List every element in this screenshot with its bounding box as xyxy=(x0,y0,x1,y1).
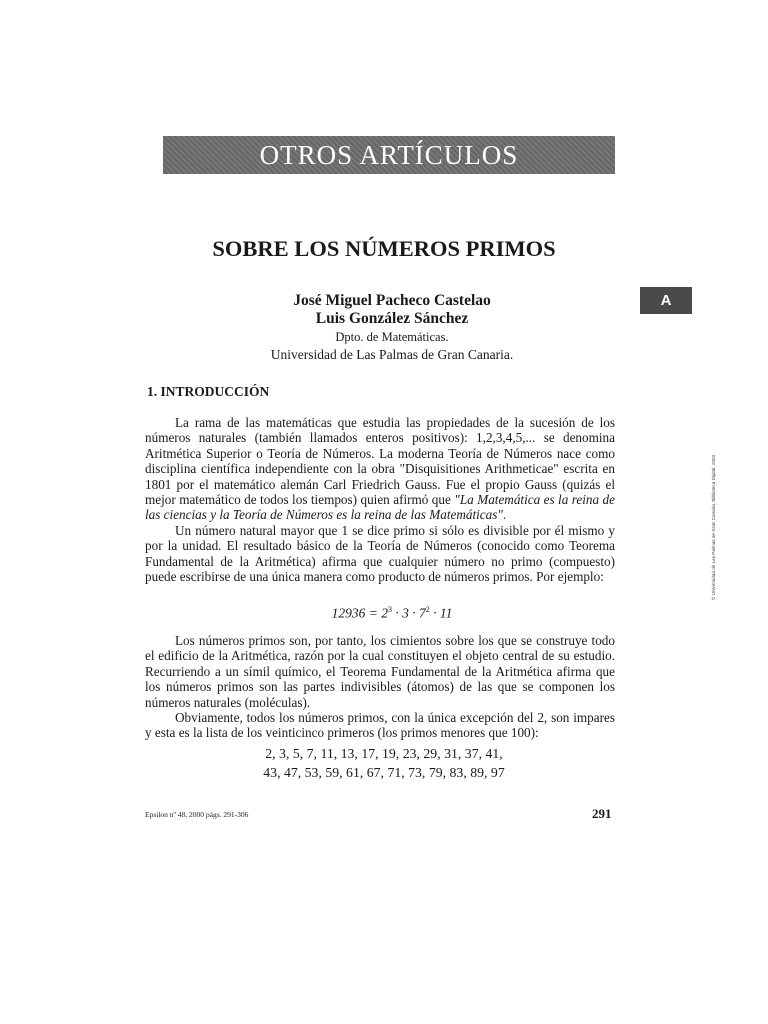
author-name-1: José Miguel Pacheco Castelao xyxy=(293,292,491,309)
section-banner: OTROS ARTÍCULOS xyxy=(163,136,615,174)
primes-line-1: 2, 3, 5, 7, 11, 13, 17, 19, 23, 29, 31, 37, 41, xyxy=(265,746,503,761)
author-name-2: Luis González Sánchez xyxy=(315,310,469,327)
formula-right: · 11 xyxy=(429,605,453,621)
formula-left: 12936 = 2 xyxy=(331,605,388,621)
factorization-formula xyxy=(0,605,768,622)
copyright-text: © Universidad de Las Palmas de Gran Canaria. Biblioteca Digital, 2004 xyxy=(711,454,716,600)
section-heading: 1. INTRODUCCIÓN xyxy=(147,384,270,399)
paragraph-3: Los números primos son, por tanto, los cimientos sobre los que se construye todo el edificio de la Aritmética, razón por la cual constituyen el objeto central de su estudio. Recurriendo a un símil químico, el Teorema Fundamental de la Aritmética afirma que los números primos son las partes indivisibles (átomos) de las que se componen los números naturales (moléculas). xyxy=(145,633,615,710)
gauss-quote: "La Matemática es la reina de las ciencias y la Teoría de Números es la reina de las Matemáticas" xyxy=(145,492,615,523)
section-badge: A xyxy=(640,287,692,314)
formula-exponent-2: 2 xyxy=(425,605,430,614)
paragraph-1 xyxy=(145,415,615,523)
copyright-side-note xyxy=(711,420,717,600)
paragraph-2: Un número natural mayor que 1 se dice primo si sólo es divisible por él mismo y por la unidad. El resultado básico de la Teoría de Números (conocido como Teorema Fundamental de la Aritmética) afirma que cualquier número no primo (compuesto) puede escribirse de una única manera como producto de números primos. Por ejemplo: xyxy=(145,522,615,585)
formula-middle: · 3 · 7 xyxy=(392,605,426,621)
paragraph-1-end: . xyxy=(502,507,507,523)
intro-text-block xyxy=(145,415,615,584)
department: Dpto. de Matemáticas. xyxy=(335,330,449,344)
primes-line-2: 43, 47, 53, 59, 61, 67, 71, 73, 79, 83, 89, 97 xyxy=(263,764,505,780)
university: Universidad de Las Palmas de Gran Canaria. xyxy=(270,347,514,362)
body-text-block xyxy=(145,633,615,741)
paragraph-1-text: La rama de las matemáticas que estudia las propiedades de la sucesión de los números naturales (también llamados enteros positivos): 1,2,3,4,5,... se denomina Aritmética Superior o Teoría de Números. La moderna Teoría de Números nace como disciplina científica independiente con la obra "Disquisitiones Arithmeticae" escrita en 1801 por el matemático alemán Carl Friedrich Gauss. Fue el propio Gauss (quizás el mejor matemático de todos los tiempos) quien afirmó que xyxy=(145,415,615,508)
page-number: 291 xyxy=(592,806,612,821)
primes-list xyxy=(0,745,768,782)
journal-citation: Epsilon nº 48, 2000 págs. 291-306 xyxy=(145,810,249,819)
paragraph-4: Obviamente, todos los números primos, con la única excepción del 2, son impares y esta es la lista de los veinticinco primeros (los primos menores que 100): xyxy=(145,710,615,741)
formula-exponent-1: 3 xyxy=(388,605,392,614)
article-title: SOBRE LOS NÚMEROS PRIMOS xyxy=(212,236,556,261)
